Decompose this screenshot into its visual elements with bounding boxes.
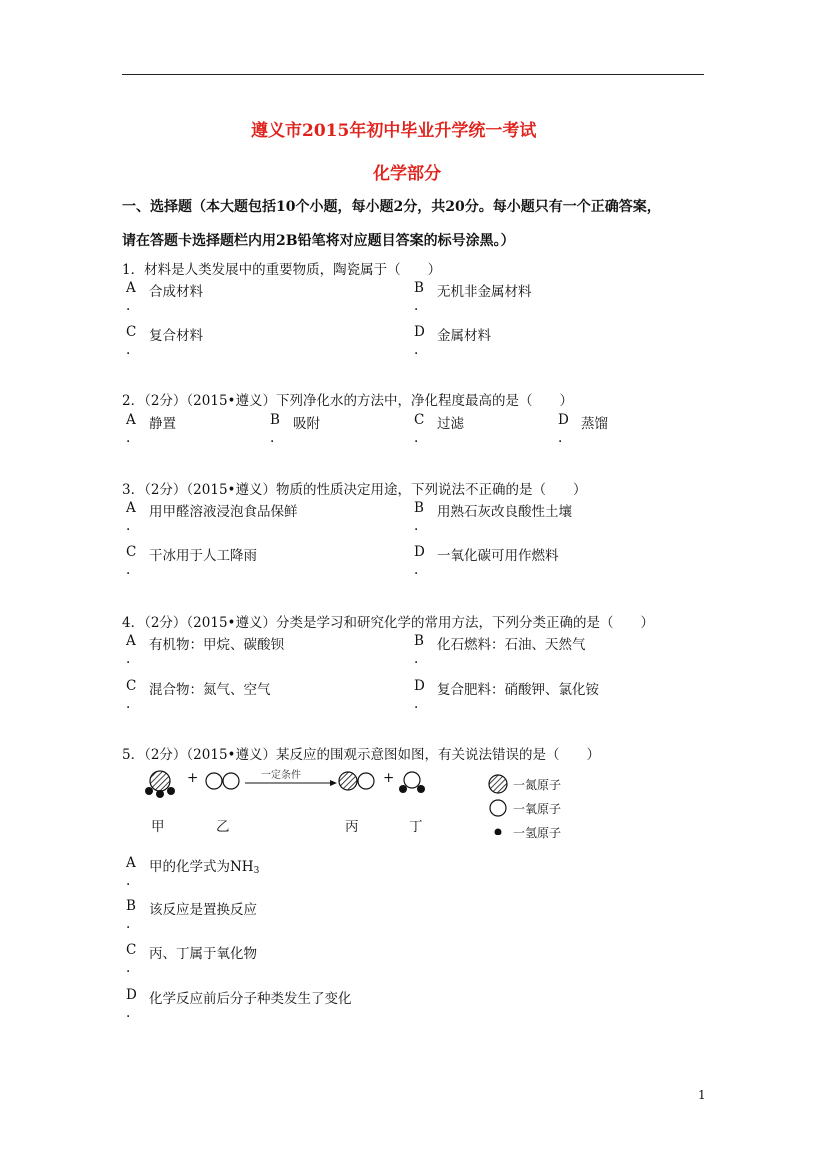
option-dot: . — [126, 696, 131, 712]
option-text: 复合材料 — [149, 328, 203, 344]
hydrogen-atom — [167, 787, 175, 795]
plus-sign: + — [187, 770, 199, 786]
option-letter: D — [414, 678, 425, 694]
option-dot: . — [414, 342, 419, 358]
option-text: 该反应是置换反应 — [149, 902, 257, 918]
header-rule — [122, 74, 704, 75]
option-text: 有机物：甲烷、碳酸钡 — [149, 637, 284, 653]
option-dot: . — [126, 960, 131, 976]
nitrogen-atom — [489, 775, 507, 793]
option-letter: D — [558, 412, 569, 428]
option-text: 丙、丁属于氧化物 — [149, 946, 257, 962]
option-text: 蒸馏 — [581, 416, 608, 432]
option-letter: C — [126, 544, 137, 560]
hydrogen-atom — [495, 829, 502, 836]
option-dot: . — [270, 430, 275, 446]
option-text: 金属材料 — [437, 328, 491, 344]
option-dot: . — [414, 696, 419, 712]
option-letter: B — [270, 412, 280, 428]
option-dot: . — [558, 430, 563, 446]
option-dot: . — [126, 651, 131, 667]
option-dot: . — [126, 1005, 131, 1021]
option-text: 混合物：氮气、空气 — [149, 682, 271, 698]
label-bing: 丙 — [345, 819, 359, 835]
option-letter: C — [126, 942, 137, 958]
oxygen-atom — [490, 800, 506, 816]
option-text: 一氧化碳可用作燃料 — [437, 548, 559, 564]
option-text: 吸附 — [293, 416, 320, 432]
option-text: 复合肥料：硝酸钾、氯化铵 — [437, 682, 599, 698]
option-letter: B — [414, 280, 424, 296]
option-text: 过滤 — [437, 416, 464, 432]
nitrogen-atom — [339, 772, 357, 790]
option-dot: . — [126, 562, 131, 578]
option-letter: D — [414, 324, 425, 340]
option-text: 化学反应前后分子种类发生了变化 — [149, 991, 352, 1007]
option-letter: A — [126, 633, 136, 649]
option-text: 化石燃料：石油、天然气 — [437, 637, 586, 653]
molecule-yi — [206, 773, 239, 789]
option-dot: . — [414, 651, 419, 667]
option-dot: . — [126, 342, 131, 358]
oxygen-atom — [223, 773, 239, 789]
question-stem: 4．（2分）（2015•遵义）分类是学习和研究化学的常用方法，下列分类正确的是（ ） — [122, 615, 654, 631]
option-letter: B — [414, 500, 424, 516]
exam-title: 遵义市2015年初中毕业升学统一考试 — [251, 121, 537, 141]
nitrogen-atom — [150, 771, 170, 791]
molecule-jia — [145, 771, 175, 798]
option-text: 静置 — [149, 416, 176, 432]
section-instructions-line1: 一、选择题（本大题包括10个小题，每小题2分，共20分。每小题只有一个正确答案， — [122, 199, 661, 215]
option-text: 干冰用于人工降雨 — [149, 548, 257, 564]
option-dot: . — [126, 916, 131, 932]
option-dot: . — [414, 562, 419, 578]
hydrogen-atom — [399, 785, 407, 793]
oxygen-atom — [404, 772, 420, 788]
option-letter: A — [126, 280, 136, 296]
option-text: 用熟石灰改良酸性土壤 — [437, 504, 572, 520]
option-dot: . — [126, 430, 131, 446]
option-dot: . — [414, 518, 419, 534]
hydrogen-atom — [145, 787, 153, 795]
option-letter: D — [126, 987, 137, 1003]
molecule-bing — [339, 772, 374, 790]
subscript: 3 — [253, 866, 260, 876]
option-letter: C — [126, 678, 137, 694]
hydrogen-atom — [417, 785, 425, 793]
option-text: 用甲醛溶液浸泡食品保鲜 — [149, 504, 298, 520]
question-stem: 1．材料是人类发展中的重要物质，陶瓷属于（ ） — [122, 262, 442, 278]
question-stem: 5．（2分）（2015•遵义）某反应的围观示意图如图，有关说法错误的是（ ） — [122, 747, 600, 763]
option-dot: . — [126, 298, 131, 314]
label-yi: 乙 — [216, 819, 230, 835]
page-number: 1 — [698, 1088, 706, 1102]
question-stem: 3．（2分）（2015•遵义）物质的性质决定用途，下列说法不正确的是（ ） — [122, 482, 587, 498]
label-jia: 甲 — [151, 819, 165, 835]
legend-hydrogen: 一氢原子 — [513, 826, 562, 840]
option-letter: B — [126, 898, 136, 914]
option-letter: B — [414, 633, 424, 649]
reaction-condition: 一定条件 — [261, 770, 301, 781]
option-text-main: 甲的化学式为NH — [149, 859, 254, 875]
molecule-ding — [399, 772, 425, 793]
option-letter: D — [414, 544, 425, 560]
legend-nitrogen: 一氮原子 — [513, 778, 562, 792]
option-letter: A — [126, 500, 136, 516]
label-ding: 丁 — [409, 819, 423, 835]
option-letter: C — [126, 324, 137, 340]
oxygen-atom — [358, 773, 374, 789]
hydrogen-atom — [156, 790, 164, 798]
option-dot: . — [414, 298, 419, 314]
option-letter: C — [414, 412, 425, 428]
option-letter: A — [126, 412, 136, 428]
option-text: 合成材料 — [149, 284, 203, 300]
oxygen-atom — [206, 773, 222, 789]
legend-oxygen: 一氧原子 — [513, 802, 562, 816]
option-text — [149, 855, 259, 876]
question-stem: 2．（2分）（2015•遵义）下列净化水的方法中，净化程度最高的是（ ） — [122, 393, 573, 409]
option-text: 无机非金属材料 — [437, 284, 532, 300]
section-instructions-line2: 请在答题卡选择题栏内用2B铅笔将对应题目答案的标号涂黑。） — [122, 233, 515, 249]
option-dot: . — [126, 518, 131, 534]
option-dot: . — [126, 873, 131, 889]
exam-subtitle: 化学部分 — [373, 164, 441, 184]
legend-symbols — [489, 775, 507, 835]
option-dot: . — [414, 430, 419, 446]
option-letter: A — [126, 855, 136, 871]
plus-sign: + — [383, 770, 395, 786]
